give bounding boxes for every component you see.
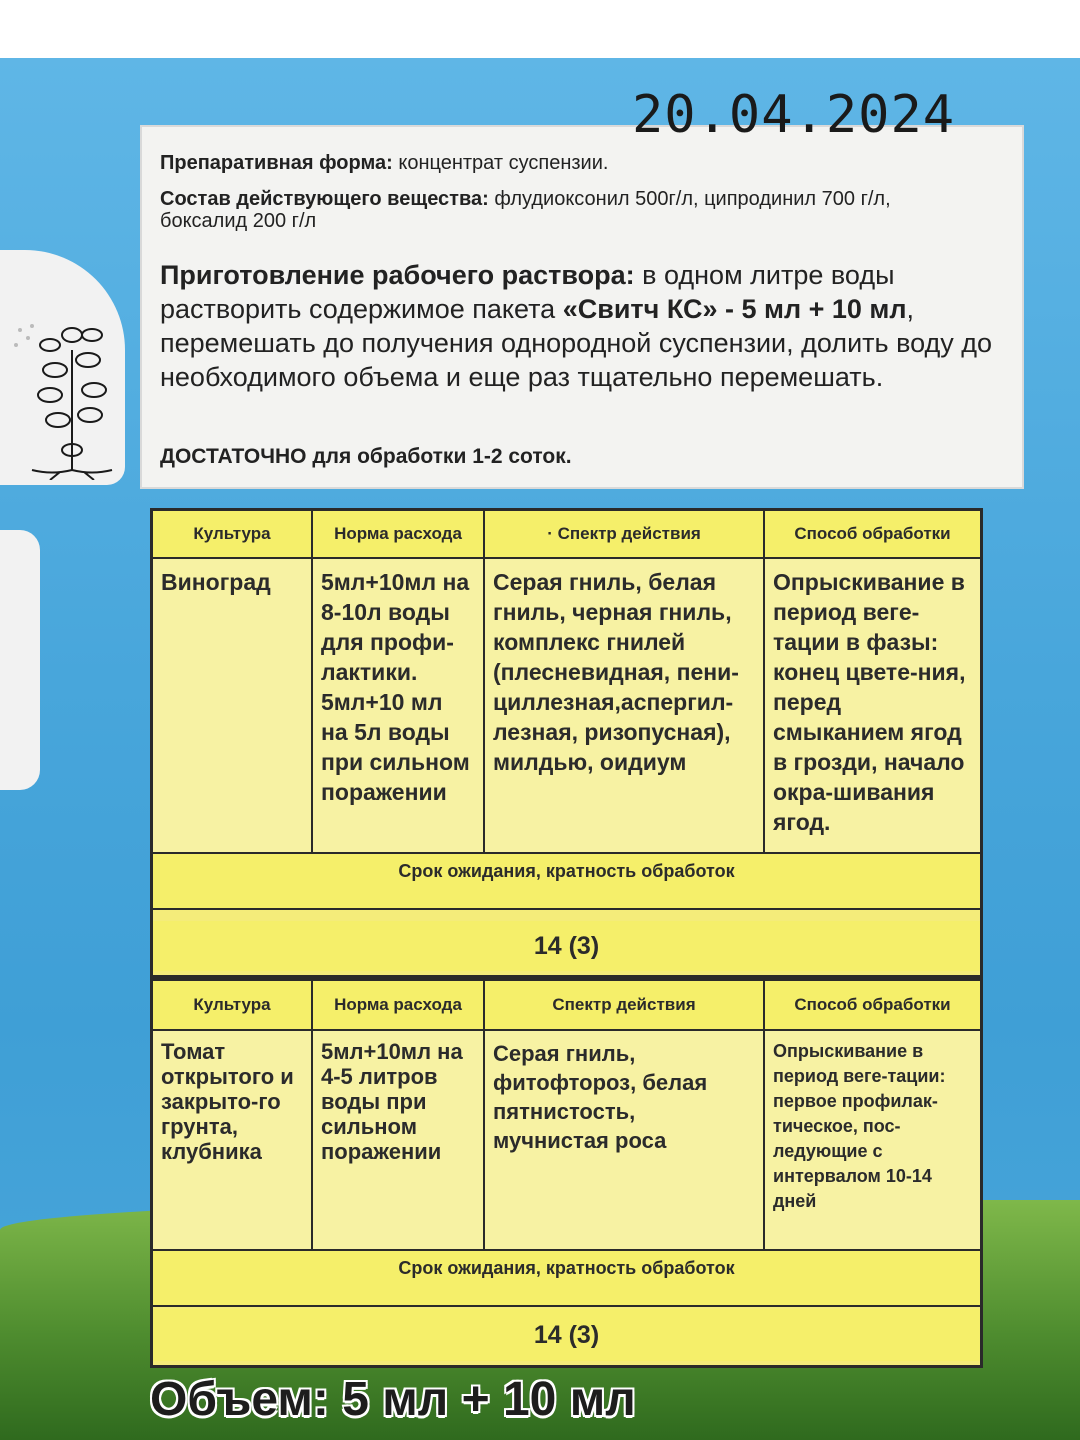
header-rate: Норма расхода xyxy=(313,981,485,1031)
preparation-text-1: в одном литре воды растворить содержимое пакета xyxy=(160,260,895,324)
header-rate: Норма расхода xyxy=(313,511,485,559)
preparation-text-2: , перемешать до получения однородной суспензии, долить воду до необходимого объема и еще раз тщательно перемешать. xyxy=(160,294,993,392)
date-stamp: 20.04.2024 xyxy=(632,85,956,145)
enough-bold: ДОСТАТОЧНО xyxy=(160,445,307,468)
cell-culture: Виноград xyxy=(153,559,313,854)
cell-spectrum: Серая гниль, белая гниль, черная гниль, комплекс гнилей (плесневидная, пени-циллезная,аспергил-лезная, ризопусная), милдью, оидиум xyxy=(485,559,765,854)
header-method: Способ обработки xyxy=(765,511,980,559)
table-row xyxy=(153,1031,980,1251)
form-line xyxy=(160,152,608,175)
header-spectrum: Спектр действия xyxy=(485,981,765,1031)
enough-line xyxy=(160,445,572,469)
usage-table-grape xyxy=(150,508,983,978)
wait-value: 14 (3) xyxy=(153,921,980,971)
side-white-panel-lower xyxy=(0,530,40,790)
usage-table-tomato xyxy=(150,978,983,1368)
volume-label: Объем: 5 мл + 10 мл xyxy=(150,1373,636,1426)
cell-spectrum: Серая гниль, фитофтороз, белая пятнистость, мучнистая роса xyxy=(485,1031,765,1251)
plant-spray-icon xyxy=(10,290,130,480)
table-header-row xyxy=(153,511,980,559)
composition-value: флудиоксонил 500г/л, ципродинил 700 г/л, боксалид 200 г/л xyxy=(160,188,891,232)
wait-value: 14 (3) xyxy=(153,1309,980,1361)
cell-culture: Томат открытого и закрыто-го грунта, клубника xyxy=(153,1031,313,1251)
preparation-label: Приготовление рабочего раствора: xyxy=(160,260,635,290)
cell-rate: 5мл+10мл на 4-5 литров воды при сильном поражении xyxy=(313,1031,485,1251)
preparation-paragraph xyxy=(160,258,1000,394)
header-spectrum: · Спектр действия xyxy=(485,511,765,559)
header-culture: Культура xyxy=(153,981,313,1031)
table-header-row xyxy=(153,978,980,1031)
wait-label: Срок ожидания, кратность обработок xyxy=(153,854,980,910)
composition-label: Состав действующего вещества: xyxy=(160,188,489,210)
form-label: Препаративная форма: xyxy=(160,152,393,174)
preparation-bold: «Свитч КС» - 5 мл + 10 мл xyxy=(562,294,907,324)
header-culture: Культура xyxy=(153,511,313,559)
header-method: Способ обработки xyxy=(765,981,980,1031)
cell-method: Опрыскивание в период веге-тации в фазы: конец цвете-ния, перед смыканием ягод в грозди, начало окра-шивания ягод. xyxy=(765,559,980,854)
wait-label: Срок ожидания, кратность обработок xyxy=(153,1251,980,1307)
enough-text: для обработки 1-2 соток. xyxy=(312,445,572,468)
table-row xyxy=(153,559,980,854)
cell-rate: 5мл+10мл на 8-10л воды для профи-лактики. 5мл+10 мл на 5л воды при сильном поражении xyxy=(313,559,485,854)
cell-method: Опрыскивание в период веге-тации: первое профилак-тическое, пос-ледующие с интервалом 10-14 дней xyxy=(765,1031,980,1251)
composition-line xyxy=(160,188,980,232)
form-value: концентрат суспензии. xyxy=(398,152,609,174)
